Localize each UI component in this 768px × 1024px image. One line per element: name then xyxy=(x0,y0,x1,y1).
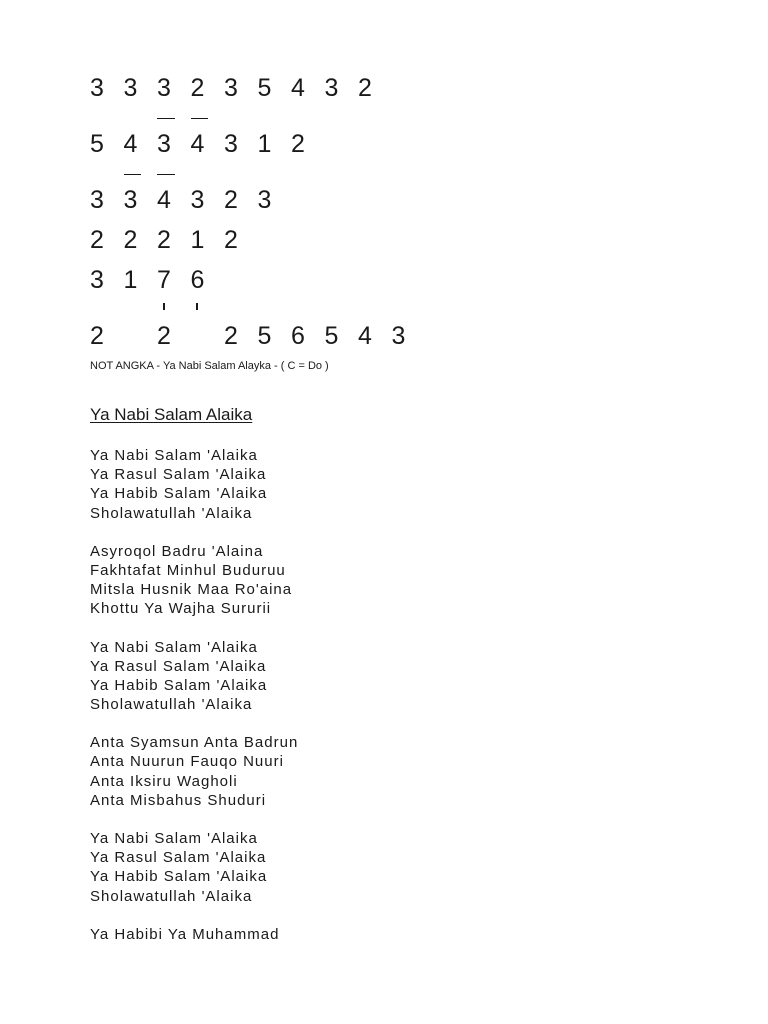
notation-digit: 2 xyxy=(157,322,171,350)
lyric-line: Ya Habib Salam 'Alaika xyxy=(90,485,268,503)
lyric-line: Fakhtafat Minhul Buduruu xyxy=(90,561,286,579)
lyric-line: Anta Iksiru Wagholi xyxy=(90,772,238,790)
notation-digit: 3 xyxy=(90,186,104,214)
notation-digit: 5 xyxy=(90,130,104,158)
notation-digit: 2 xyxy=(224,322,238,350)
lyric-stanza xyxy=(90,925,298,944)
lyric-line: Ya Habib Salam 'Alaika xyxy=(90,868,268,886)
notation-digit: 2 xyxy=(90,226,104,254)
notation-digit: 6 xyxy=(190,266,205,294)
lyric-stanza xyxy=(90,542,298,619)
lyric-stanza xyxy=(90,733,298,810)
lyric-line: Khottu Ya Wajha Sururii xyxy=(90,600,272,618)
notation-digit: 3 xyxy=(157,74,171,102)
notation-digit: 3 xyxy=(90,74,104,102)
notation-digit: 5 xyxy=(257,74,272,102)
lyric-line: Ya Nabi Salam 'Alaika xyxy=(90,638,258,656)
lyrics xyxy=(90,446,298,963)
notation-digit: 3 xyxy=(123,186,138,214)
notation-digit: 5 xyxy=(257,322,272,350)
lyric-line: Ya Nabi Salam 'Alaika xyxy=(90,447,258,464)
notation-digit: 6 xyxy=(291,322,305,350)
lyric-line: Anta Syamsun Anta Badrun xyxy=(90,734,299,752)
lyric-line: Anta Nuurun Fauqo Nuuri xyxy=(90,753,284,771)
lyric-line: Sholawatullah 'Alaika xyxy=(90,887,253,905)
notation-digit: 3 xyxy=(391,322,406,350)
notation-digit: 3 xyxy=(157,130,171,158)
lyric-line: Mitsla Husnik Maa Ro'aina xyxy=(90,581,293,599)
notation-digit: 3 xyxy=(224,130,238,158)
notation-digit: 3 xyxy=(224,74,238,102)
lyric-line: Anta Misbahus Shuduri xyxy=(90,791,267,809)
lyric-line: Ya Habib Salam 'Alaika xyxy=(90,676,268,694)
notation-digit: 3 xyxy=(257,186,272,214)
notation-digit: 2 xyxy=(190,74,205,102)
lyric-line: Ya Rasul Salam 'Alaika xyxy=(90,849,267,867)
notation-digit: 4 xyxy=(358,322,372,350)
notation-digit: 5 xyxy=(324,322,339,350)
notation-digit: 3 xyxy=(324,74,339,102)
notation-digit: 3 xyxy=(190,186,205,214)
notation-digit: 3 xyxy=(123,74,138,102)
lyric-line: Sholawatullah 'Alaika xyxy=(90,504,253,522)
notation-digit: 2 xyxy=(90,322,104,350)
lyric-line: Ya Habibi Ya Muhammad xyxy=(90,925,280,943)
notation-digit: 1 xyxy=(123,266,138,294)
notation-digit: 7 xyxy=(157,266,171,294)
lyric-stanza xyxy=(90,446,298,523)
lyric-line: Asyroqol Badru 'Alaina xyxy=(90,542,264,560)
notation-digit: 3 xyxy=(90,266,104,294)
notation-digit: 2 xyxy=(358,74,372,102)
notation-digit: 2 xyxy=(224,226,238,254)
lyric-stanza xyxy=(90,829,298,906)
notation-digit: 2 xyxy=(224,186,238,214)
notation-digit: 1 xyxy=(190,226,205,254)
notation-digit: 2 xyxy=(157,226,171,254)
notation-digit: 4 xyxy=(190,130,205,158)
lyric-line: Sholawatullah 'Alaika xyxy=(90,696,253,714)
song-title: Ya Nabi Salam Alaika xyxy=(90,405,253,424)
notation-digit: 4 xyxy=(123,130,138,158)
lyric-line: Ya Nabi Salam 'Alaika xyxy=(90,830,258,847)
notation-digit: 4 xyxy=(291,74,305,102)
notation-digit: 2 xyxy=(123,226,138,254)
notation-digit: 1 xyxy=(257,130,272,158)
lyric-line: Ya Rasul Salam 'Alaika xyxy=(90,466,267,484)
notation-digit: 2 xyxy=(291,130,305,158)
notation-caption: NOT ANGKA - Ya Nabi Salam Alayka - ( C = Do ) xyxy=(90,360,329,372)
lyric-stanza xyxy=(90,638,298,715)
notation-digit: 4 xyxy=(157,186,171,214)
lyric-line: Ya Rasul Salam 'Alaika xyxy=(90,657,267,675)
